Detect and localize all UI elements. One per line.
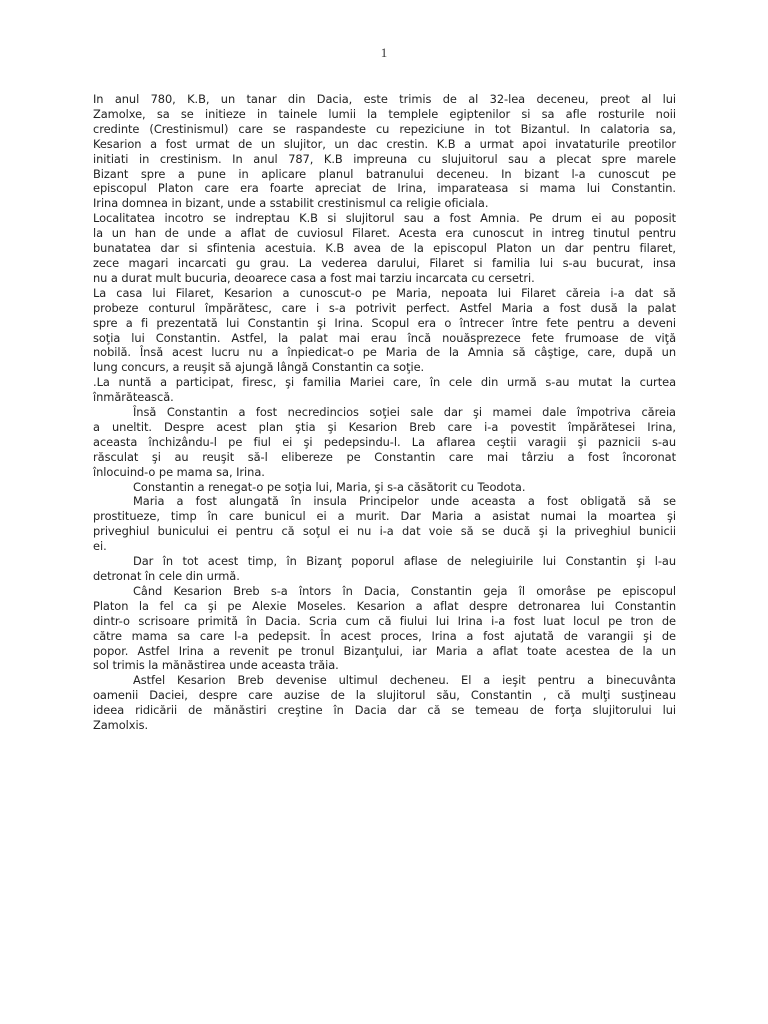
text-line: zece magari incarcati gu grau. La vederea darului, Filaret si familia lui s-au bucurat, insa <box>93 255 676 270</box>
text-line: credinte (Crestinismul) care se raspandeste cu repeziciune in tot Bizantul. In calatoria sa, <box>93 121 676 136</box>
paragraph <box>93 286 676 375</box>
text-line: In anul 780, K.B, un tanar din Dacia, este trimis de al 32-lea deceneu, preot al lui <box>93 92 676 106</box>
text-line: La casa lui Filaret, Kesarion a cunoscut-o pe Maria, nepoata lui Filaret căreia i-a dat să <box>93 285 676 300</box>
text-line: dintr-o scrisoare primită în Dacia. Scria cum că fiului lui Irina i-a fost luat locul pe tron de <box>93 613 676 628</box>
text-line: Astfel Kesarion Breb devenise ultimul decheneu. El a ieşit pentru a binecuvânta <box>133 673 676 688</box>
text-line: sol trimis la mănăstirea unde aceasta trăia. <box>93 658 339 673</box>
text-line: nu a durat mult bucuria, deoarece casa a fost mai tarziu incarcata cu cersetri. <box>93 270 535 285</box>
text-line: Constantin a renegat-o pe soţia lui, Maria, şi s-a căsătorit cu Teodota. <box>133 479 526 494</box>
text-line: la un han de unde a aflat de cuviosul Filaret. Acesta era cunoscut in intreg tinutul pentru <box>93 226 676 241</box>
paragraph <box>93 405 676 480</box>
text-line: probeze conturul împărătesc, care i s-a potrivit perfect. Astfel Maria a fost dusă la palat <box>93 300 676 315</box>
paragraph <box>93 92 676 211</box>
text-line: Dar în tot acest timp, în Bizanţ poporul aflase de nelegiuirile lui Constantin şi l-au <box>133 554 676 569</box>
paragraph <box>93 211 676 286</box>
paragraph <box>93 584 676 673</box>
text-line: episcopul Platon care era foarte apreciat de Irina, imparateasa si mama lui Constantin. <box>93 181 676 196</box>
text-line: Însă Constantin a fost necredincios soţiei sale dar şi mamei dale împotriva căreia <box>133 405 676 420</box>
text-line: lung concurs, a reuşit să ajungă lângă Constantin ca soţie. <box>93 360 425 375</box>
text-line: initiati in crestinism. In anul 787, K.B impreuna cu slujuitorul sau a plecat spre marele <box>93 151 676 166</box>
text-line: bunatatea dar si sfintenia acestuia. K.B avea de la episcopul Platon un dar pentru filaret, <box>93 241 676 256</box>
text-line: popor. Astfel Irina a revenit pe tronul Bizanţului, iar Maria a aflat toate acestea de la un <box>93 643 676 658</box>
text-line: ideea ridicării de mănăstiri creştine în Dacia dar că se temeau de forţa slujitorului lui <box>93 703 676 718</box>
text-line: ei. <box>93 539 107 554</box>
paragraph <box>93 375 676 405</box>
text-line: către mama sa care l-a pedepsit. În acest proces, Irina a fost ajutată de varangii şi de <box>93 628 676 643</box>
page-number: 1 <box>380 45 388 60</box>
text-line: a uneltit. Despre acest plan ştia şi Kesarion Breb care i-a povestit împărătesei Irina, <box>93 419 676 434</box>
text-line: prostitueze, timp în care bunicul ei a murit. Dar Maria a asistat numai la moartea şi <box>93 509 676 524</box>
text-line: înlocuind-o pe mama sa, Irina. <box>93 464 265 479</box>
text-line: soţia lui Constantin. Astfel, la palat mai erau încă nouăsprezece fete frumoase de viţă <box>93 330 676 345</box>
paragraph <box>93 554 676 584</box>
text-line: Zamolxis. <box>93 718 149 733</box>
paragraph <box>93 480 676 495</box>
text-line: nobilă. Însă acest lucru nu a înpiedicat-o pe Maria de la Amnia să câştige, care, după un <box>93 345 676 360</box>
text-line: Localitatea incotro se indreptau K.B si slujitorul sau a fost Amnia. Pe drum ei au poposit <box>93 211 676 226</box>
text-line: înmărătească. <box>93 390 174 405</box>
text-line: Irina domnea in bizant, unde a sstabilit crestinismul ca religie oficiala. <box>93 196 489 211</box>
document-body <box>93 92 676 733</box>
text-line: spre a fi prezentată lui Constantin şi Irina. Scopul era o întrecer între fete pentru a deveni <box>93 315 676 330</box>
text-line: Bizant spre a pune in aplicare planul batranului deceneu. In bizant l-a cunoscut pe <box>93 166 676 181</box>
text-line: Platon la fel ca şi pe Alexie Moseles. Kesarion a aflat despre detronarea lui Constantin <box>93 598 676 613</box>
text-line: .La nuntă a participat, firesc, şi familia Mariei care, în cele din urmă s-au mutat la curtea <box>93 375 676 390</box>
text-line: priveghiul bunicului ei pentru că soţul ei nu i-a dat voie să se ducă şi la priveghiul bunicii <box>93 524 676 539</box>
text-line: detronat în cele din urmă. <box>93 569 240 583</box>
paragraph <box>93 673 676 733</box>
text-line: Maria a fost alungată în insula Principelor unde aceasta a fost obligată să se <box>133 494 676 509</box>
text-line: Când Kesarion Breb s-a întors în Dacia, Constantin geja îl omorâse pe episcopul <box>133 583 676 598</box>
text-line: aceasta închizându-l pe fiul ei şi pedepsindu-l. La aflarea ceştii varagii şi paznicii s-au <box>93 434 676 449</box>
text-line: Kesarion a fost urmat de un slujitor, un dac crestin. K.B a urmat apoi invataturile preotilor <box>93 136 676 151</box>
text-line: oamenii Daciei, despre care auzise de la slujitorul său, Constantin , că mulţi susţineau <box>93 688 676 703</box>
text-line: Zamolxe, sa se initieze in tainele lumii la templele egiptenilor si sa afle rosturile noii <box>93 106 676 121</box>
text-line: răsculat şi au reuşit să-l elibereze pe Constantin care mai târziu a fost încoronat <box>93 449 676 464</box>
paragraph <box>93 494 676 554</box>
